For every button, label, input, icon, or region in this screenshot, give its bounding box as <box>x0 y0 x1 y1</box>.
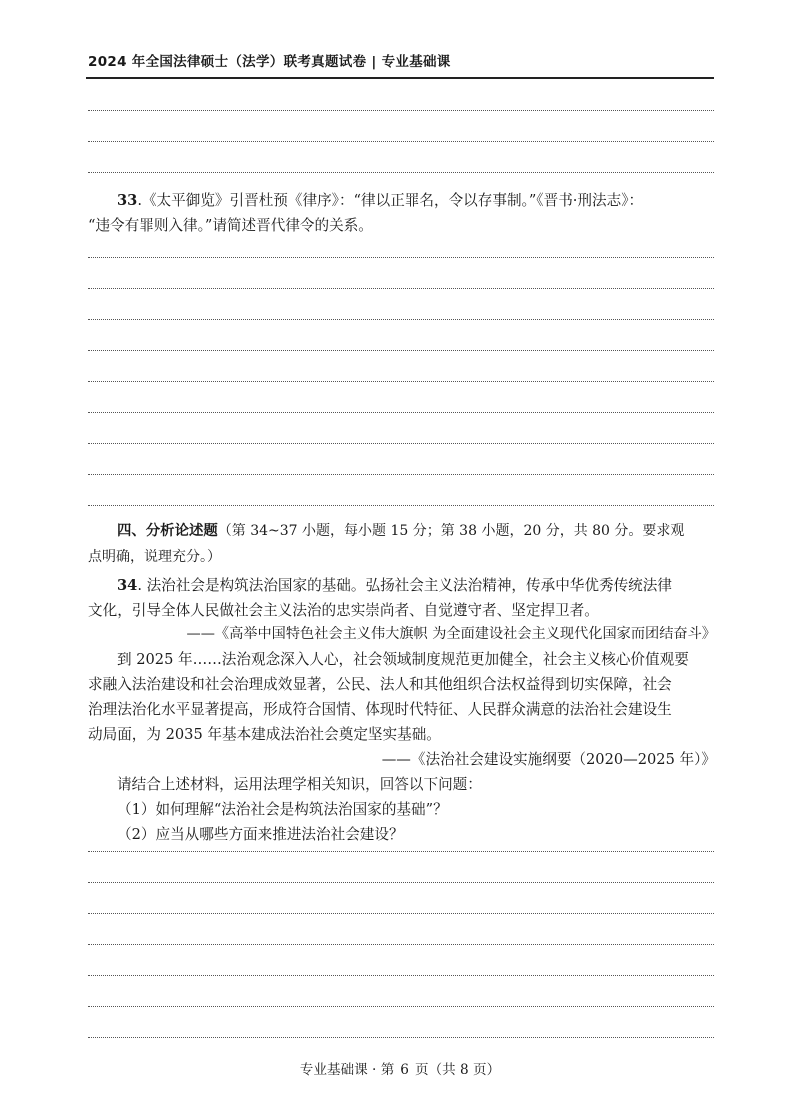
question-34-prompts <box>117 772 717 847</box>
section-4-note-line1: （第 34~37 小题，每小题 15 分；第 38 小题，20 分，共 80 分。要求观 <box>217 523 685 539</box>
question-34-sub-1: （1）如何理解“法治社会是构筑法治国家的基础”？ <box>117 801 448 818</box>
question-34-p2-line3: 治理法治化水平显著提高，形成符合国情、体现时代特征、人民群众满意的法治社会建设生 <box>88 701 672 718</box>
answer-line <box>88 944 714 945</box>
question-34-p2-line4: 动局面，为 2035 年基本建成法治社会奠定坚实基础。 <box>88 726 441 743</box>
answer-line <box>88 381 714 382</box>
question-34-source-2: ——《法治社会建设实施纲要（2020—2025 年）》 <box>381 751 716 768</box>
answer-line <box>88 975 714 976</box>
answer-line <box>88 443 714 444</box>
question-34-p2-line2: 求融入法治建设和社会治理成效显著，公民、法人和其他组织合法权益得到切实保障，社会 <box>88 676 672 693</box>
answer-line <box>88 412 714 413</box>
answer-line <box>88 110 714 111</box>
question-33-number: 33 <box>117 192 138 209</box>
answer-line <box>88 350 714 351</box>
answer-line <box>88 505 714 506</box>
page-footer <box>0 1058 800 1078</box>
footer-label: 专业基础课 · 第 <box>299 1062 395 1078</box>
section-4-heading <box>88 518 716 570</box>
question-33-text-line2: “违令有罪则入律。”请简述晋代律令的关系。 <box>88 217 373 234</box>
answer-line <box>88 172 714 173</box>
section-4-title: 四、分析论述题 <box>117 523 218 539</box>
answer-line <box>88 257 714 258</box>
answer-line <box>88 1006 714 1007</box>
question-34-p1-line2: 文化，引导全体人民做社会主义法治的忠实崇尚者、自觉遵守者、坚定捍卫者。 <box>88 602 599 619</box>
answer-line <box>88 851 714 852</box>
question-33 <box>88 188 716 238</box>
question-34-p2-line1: 到 2025 年……法治观念深入人心，社会领域制度规范更加健全，社会主义核心价值观要 <box>117 651 689 668</box>
question-34-prompt: 请结合上述材料，运用法理学相关知识，回答以下问题： <box>117 776 482 793</box>
answer-line <box>88 913 714 914</box>
question-34-p1-line1: . 法治社会是构筑法治国家的基础。弘扬社会主义法治精神，传承中华优秀传统法律 <box>137 577 672 594</box>
footer-total: 页（共 8 页） <box>414 1062 501 1078</box>
answer-line <box>88 141 714 142</box>
question-33-text-line1: .《太平御览》引晋杜预《律序》：“律以正罪名，令以存事制。”《晋书·刑法志》： <box>137 192 644 209</box>
answer-line <box>88 319 714 320</box>
page-header-title: 2024 年全国法律硕士（法学）联考真题试卷 | 专业基础课 <box>88 54 451 70</box>
question-34-number: 34 <box>117 577 138 594</box>
section-4-note-line2: 点明确，说理充分。） <box>88 549 221 565</box>
answer-line <box>88 1037 714 1038</box>
answer-line <box>88 288 714 289</box>
answer-line <box>88 882 714 883</box>
answer-line <box>88 474 714 475</box>
footer-page-number: 6 <box>400 1062 409 1078</box>
question-34-paragraph-1 <box>88 573 716 623</box>
question-34-sub-2: （2）应当从哪些方面来推进法治社会建设？ <box>117 826 404 843</box>
question-34-paragraph-2 <box>88 647 716 747</box>
header-divider <box>86 77 714 79</box>
question-34-source-1: ——《高举中国特色社会主义伟大旗帜 为全面建设社会主义现代化国家而团结奋斗》 <box>186 626 716 642</box>
